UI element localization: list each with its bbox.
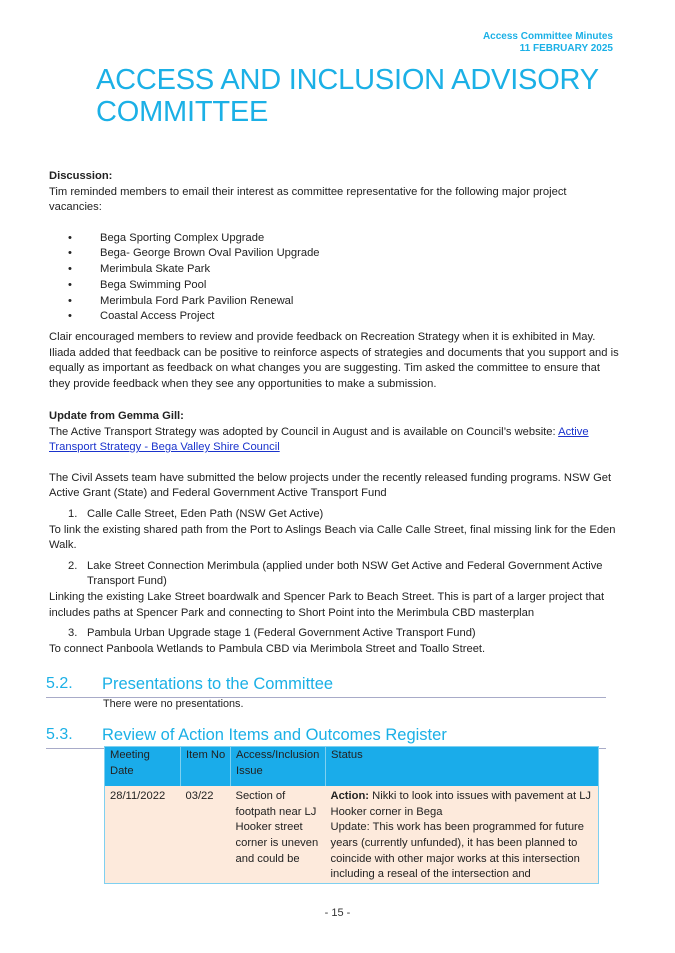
discussion-section bbox=[49, 169, 619, 392]
column-header-issue: Access/Inclusion Issue bbox=[231, 747, 326, 787]
project-item bbox=[49, 626, 619, 657]
column-header-item-no: Item No bbox=[181, 747, 231, 787]
list-item: • Bega Sporting Complex Upgrade bbox=[49, 231, 619, 247]
project-description: To connect Panboola Wetlands to Pambula CBD via Merimbola Street and Toallo Street. bbox=[49, 642, 486, 655]
list-item: • Bega Swimming Pool bbox=[49, 278, 619, 294]
active-transport-strategy-link[interactable]: Active Transport Strategy - Bega Valley Shire Council bbox=[49, 425, 589, 454]
header-right bbox=[483, 31, 613, 55]
update-text: Update: This work has been programmed for future years (currently unfunded), it has been planned to coincide with other major works at this intersection including a reseal of the intersection and bbox=[330, 821, 585, 881]
table-row bbox=[105, 786, 599, 883]
vacancy-list bbox=[49, 231, 619, 325]
project-item bbox=[49, 559, 619, 621]
column-header-meeting-date: Meeting Date bbox=[105, 747, 181, 787]
project-number: 3. bbox=[68, 627, 78, 640]
update-text bbox=[49, 425, 619, 456]
list-item: • Coastal Access Project bbox=[49, 309, 619, 325]
project-number: 1. bbox=[68, 507, 78, 520]
action-items-register-table bbox=[104, 746, 599, 884]
page-number: - 15 - bbox=[324, 907, 351, 919]
presentations-text: There were no presentations. bbox=[103, 698, 244, 710]
list-item: • Merimbula Ford Park Pavilion Renewal bbox=[49, 294, 619, 310]
project-title-text: Pambula Urban Upgrade stage 1 (Federal Government Active Transport Fund) bbox=[87, 627, 476, 640]
update-heading: Update from Gemma Gill: bbox=[49, 410, 184, 422]
project-title-text: Calle Calle Street, Eden Path (NSW Get Active) bbox=[87, 507, 324, 520]
discussion-heading: Discussion: bbox=[49, 170, 113, 182]
project-description: Linking the existing Lake Street boardwalk and Spencer Park to Beach Street. This is part of a larger project that includes paths at Spencer Park and connecting to Short Point into the Merimbula CBD masterplan bbox=[49, 590, 605, 619]
committee-title bbox=[96, 64, 616, 128]
section-number: 5.3. bbox=[46, 726, 73, 743]
action-label: Action: bbox=[330, 790, 370, 803]
cell-item-no: 03/22 bbox=[181, 786, 231, 883]
project-number: 2. bbox=[68, 559, 78, 572]
action-text: Nikki to look into issues with pavement at LJ Hooker corner in Bega bbox=[330, 790, 592, 818]
project-title-text: Lake Street Connection Merimbula (applied under both NSW Get Active and Federal Government Active Transport Fund) bbox=[87, 559, 603, 588]
section-title: Presentations to the Committee bbox=[102, 675, 334, 693]
project-item bbox=[49, 507, 619, 554]
cell-issue: Section of footpath near LJ Hooker street corner is uneven and could be bbox=[231, 786, 326, 883]
section-number: 5.2. bbox=[46, 675, 73, 692]
cell-status bbox=[326, 786, 599, 883]
title-line-1: ACCESS AND INCLUSION ADVISORY bbox=[96, 64, 599, 96]
civil-assets-paragraph: The Civil Assets team have submitted the below projects under the recently released funding programs. NSW Get Active Grant (State) and Federal Government Active Transport Fund bbox=[49, 471, 612, 500]
update-text-body: The Active Transport Strategy was adopted by Council in August and is available on Council’s website: bbox=[49, 425, 559, 438]
discussion-paragraph: Clair encouraged members to review and provide feedback on Recreation Strategy when it is exhibited in May. Iliada added that feedback can be positive to reinforce aspects of strategies and documents that you support and is equally as important as feedback on what changes you are suggesting. Tim asked the committee to ensure that they provide feedback when they see any opportunities to make a submission. bbox=[49, 330, 619, 390]
project-title bbox=[49, 507, 619, 523]
cell-meeting-date: 28/11/2022 bbox=[105, 786, 181, 883]
section-heading-5-2 bbox=[46, 675, 606, 698]
meeting-date: 11 FEBRUARY 2025 bbox=[519, 43, 613, 54]
column-header-status: Status bbox=[326, 747, 599, 787]
project-title bbox=[49, 626, 619, 642]
table-header-row bbox=[105, 747, 599, 787]
project-description: To link the existing shared path from the Port to Aslings Beach via Calle Calle Street, final missing link for the Eden Walk. bbox=[49, 523, 616, 552]
list-item: • Merimbula Skate Park bbox=[49, 262, 619, 278]
update-section bbox=[49, 409, 619, 657]
project-title bbox=[49, 559, 619, 590]
document-title: Access Committee Minutes bbox=[482, 31, 613, 42]
list-item: • Bega- George Brown Oval Pavilion Upgrade bbox=[49, 246, 619, 262]
discussion-intro: Tim reminded members to email their interest as committee representative for the following major project vacancies: bbox=[49, 185, 567, 214]
section-title: Review of Action Items and Outcomes Register bbox=[102, 726, 447, 744]
title-line-2: COMMITTEE bbox=[96, 96, 269, 128]
